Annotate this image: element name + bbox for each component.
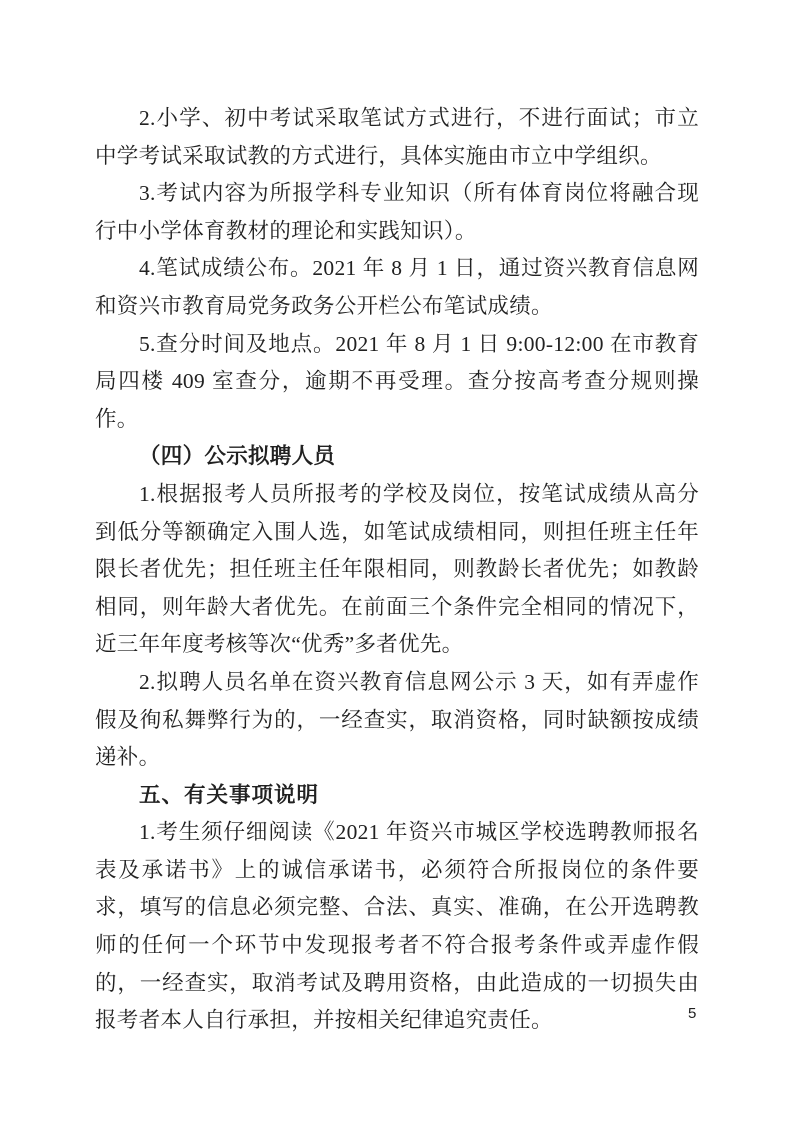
paragraph: 3.考试内容为所报学科专业知识（所有体育岗位将融合现行中小学体育教材的理论和实践知识）。 [95, 181, 699, 243]
section-heading: 五、有关事项说明 [139, 782, 320, 807]
paragraph: 2.拟聘人员名单在资兴教育信息网公示 3 天，如有弄虚作假及徇私舞弊行为的，一经查实，取消资格，同时缺额按成绩递补。 [95, 669, 699, 770]
paragraph: 1.考生须仔细阅读《2021 年资兴市城区学校选聘教师报名表及承诺书》上的诚信承诺书，必须符合所报岗位的条件要求，填写的信息必须完整、合法、真实、准确，在公开选聘教师的任何一个环节中发现报考者不符合报考条件或弄虚作假的，一经查实，取消考试及聘用资格，由此造成的一切损失由报考者本人自行承担，并按相关纪律追究责任。 [95, 820, 699, 1033]
paragraph: 1.根据报考人员所报考的学校及岗位，按笔试成绩从高分到低分等额确定入围人选，如笔试成绩相同，则担任班主任年限长者优先；担任班主任年限相同，则教龄长者优先；如教龄相同，则年龄大者优先。在前面三个条件完全相同的情况下，近三年年度考核等次“优秀”多者优先。 [95, 481, 699, 657]
paragraph: 5.查分时间及地点。2021 年 8 月 1 日 9:00-12:00 在市教育局四楼 409 室查分，逾期不再受理。查分按高考查分规则操作。 [95, 331, 699, 431]
section-heading: （四）公示拟聘人员 [139, 444, 336, 469]
paragraph: 4.笔试成绩公布。2021 年 8 月 1 日，通过资兴教育信息网和资兴市教育局党务政务公开栏公布笔试成绩。 [95, 256, 699, 318]
page-number: 5 [688, 1005, 697, 1022]
document-body [95, 100, 699, 1040]
paragraph: 2.小学、初中考试采取笔试方式进行，不进行面试；市立中学考试采取试教的方式进行，具体实施由市立中学组织。 [95, 106, 699, 168]
